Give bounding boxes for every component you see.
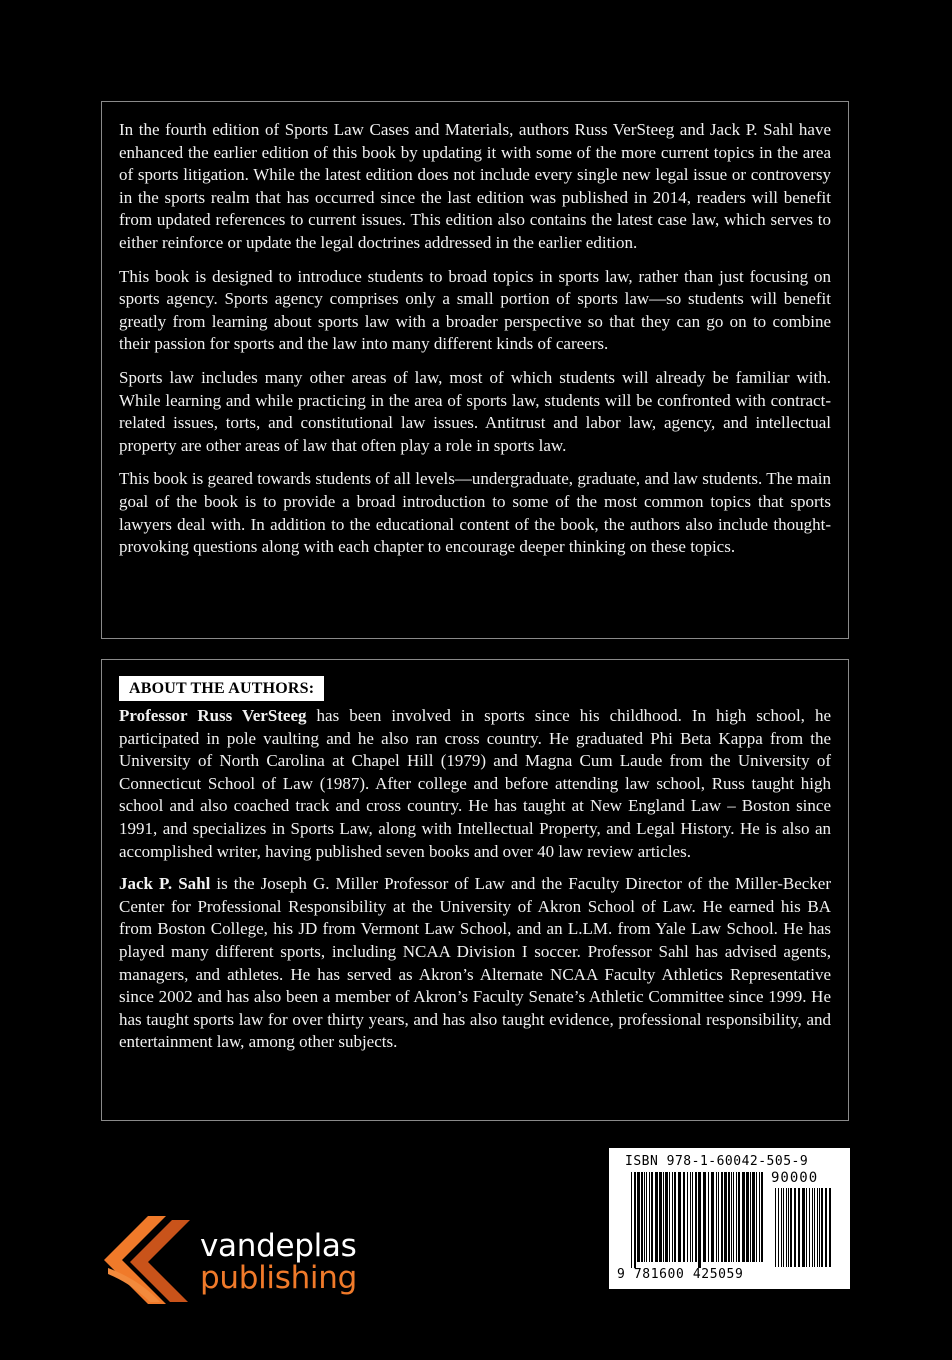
barcode-bar xyxy=(809,1188,810,1267)
barcode-bar xyxy=(665,1172,668,1262)
barcode-bar xyxy=(750,1172,751,1262)
author-bio-text-sahl: is the Joseph G. Miller Professor of Law and the Faculty Director of the Miller-Becker Center for Professional Responsibility at the University of Akron School of Law. He earned his BA from Boston College, his JD from Vermont Law School, and an L.LM. from Yale Law School. He has played many different sports, including NCAA Division I soccer. Professor Sahl has advised agents, managers, and athletes. He has served as Akron’s Alternate NCAA Faculty Athletics Representative since 2002 and has also been a member of Akron’s Faculty Senate’s Athletic Committee since 1999. He has taught sports law for over thirty years, and has also taught evidence, professional responsibility, and entertainment law, among other subjects. xyxy=(119,874,831,1052)
barcode-bar xyxy=(819,1188,820,1267)
stylized-double-v-icon xyxy=(100,1210,195,1310)
barcode-bar xyxy=(756,1172,757,1262)
barcode-bar xyxy=(746,1172,749,1262)
author-bio-versteeg xyxy=(119,705,831,863)
barcode-bar xyxy=(637,1172,640,1262)
barcode-bar xyxy=(698,1172,701,1268)
about-authors-box xyxy=(101,659,849,1121)
barcode-bar xyxy=(649,1172,650,1262)
barcode-bar xyxy=(655,1172,658,1262)
barcode-bar xyxy=(644,1172,645,1262)
barcode-bar xyxy=(778,1188,779,1267)
barcode-bar xyxy=(814,1188,815,1267)
barcode-bar xyxy=(806,1188,807,1267)
isbn-barcode xyxy=(609,1148,850,1289)
barcode-bar xyxy=(761,1172,763,1262)
barcode-bar xyxy=(687,1172,688,1262)
barcode-bar xyxy=(711,1172,714,1262)
barcode-bar xyxy=(798,1188,800,1267)
barcode-bar xyxy=(788,1188,789,1267)
barcode-bar xyxy=(775,1188,776,1267)
barcode-bar xyxy=(641,1172,643,1262)
barcode-bar xyxy=(659,1172,662,1262)
barcode-bar xyxy=(718,1172,719,1262)
barcode-bar xyxy=(690,1172,691,1262)
barcode-bar xyxy=(733,1172,734,1262)
description-paragraph-2: This book is designed to introduce students to broad topics in sports law, rather than just focusing on sports agency. Sports agency comprises only a small portion of sports law—so students will benefit greatly from learning about sports law with a broader perspective so that they can go on to combine their passion for sports and the law into many different kinds of careers. xyxy=(119,266,831,354)
about-authors-heading: ABOUT THE AUTHORS: xyxy=(119,676,324,701)
barcode-bar xyxy=(716,1172,717,1262)
description-paragraph-3: Sports law includes many other areas of law, most of which students will already be familiar with. While learning and while practicing in the area of sports law, students will be confronted with contract-related issues, torts, and constitutional law issues. Antitrust and labor law, agency, and intellectual property are other areas of law that often play a role in sports law. xyxy=(119,367,831,455)
barcode-bar xyxy=(631,1172,632,1268)
barcode-bar xyxy=(817,1188,818,1267)
description-paragraph-1: In the fourth edition of Sports Law Cases and Materials, authors Russ VerSteeg and Jack P. Sahl have enhanced the earlier edition of this book by updating it with some of the more current topics in the area of sports litigation. While the latest edition does not include every single new legal issue or controversy in the sports realm that has occurred since the last edition was published in 2014, readers will benefit from updated references to current issues. This edition also contains the latest case law, which serves to either reinforce or update the legal doctrines addressed in the earlier edition. xyxy=(119,120,831,252)
barcode-bar xyxy=(821,1188,823,1267)
barcode-bar xyxy=(786,1188,787,1267)
barcode-bar xyxy=(742,1172,745,1262)
barcode-bar xyxy=(663,1172,664,1262)
barcode-bar xyxy=(752,1172,755,1262)
barcode-bar xyxy=(781,1188,782,1267)
publisher-name-line1: vandeplas xyxy=(200,1228,357,1264)
barcode-bar xyxy=(692,1172,693,1262)
barcode-bar xyxy=(802,1188,805,1267)
barcode-bar xyxy=(829,1188,831,1267)
barcode-bar xyxy=(825,1188,827,1267)
barcode-bar xyxy=(708,1172,709,1262)
barcode-bar xyxy=(794,1188,796,1267)
barcode-bar xyxy=(678,1172,681,1262)
author-bio-text-versteeg: has been involved in sports since his childhood. In high school, he participated in pole vaulting and he also ran cross country. He graduated Phi Beta Kappa from the University of North Carolina at Chapel Hill (1979) and Magna Cum Laude from the University of Connecticut School of Law (1987). After college and before attending law school, Russ taught high school and also coached track and cross country. He has taught at New England Law – Boston since 1991, and specializes in Sports Law, along with Intellectual Property, and Legal History. He is also an accomplished writer, having published seven books and over 40 law review articles. xyxy=(119,706,831,861)
author-name-sahl: Jack P. Sahl xyxy=(119,874,211,894)
author-name-versteeg: Professor Russ VerSteeg xyxy=(119,706,307,725)
ean-digits: 9 781600 425059 xyxy=(617,1267,744,1282)
isbn-label: ISBN 978-1-60042-505-9 xyxy=(625,1154,809,1169)
barcode-bar xyxy=(724,1172,727,1262)
barcode-bar xyxy=(651,1172,653,1262)
barcode-bar xyxy=(783,1188,784,1267)
barcode-bar xyxy=(672,1172,673,1262)
barcode-bar xyxy=(812,1188,813,1267)
description-paragraph-4: This book is geared towards students of all levels—undergraduate, graduate, and law students. The main goal of the book is to provide a broad introduction to some of the most common topics that sports lawyers deal with. In addition to the educational content of the book, the authors also include thought-provoking questions along with each chapter to encourage deeper thinking on these topics. xyxy=(119,469,831,557)
barcode-bar xyxy=(634,1172,636,1268)
barcode-bar xyxy=(790,1188,792,1267)
description-box xyxy=(101,101,849,639)
barcode-bar xyxy=(728,1172,730,1262)
barcode-bar xyxy=(759,1172,760,1262)
barcode-bar xyxy=(731,1172,732,1262)
barcode-bar xyxy=(703,1172,706,1262)
barcode-bar xyxy=(738,1172,740,1262)
barcode-bar xyxy=(695,1172,697,1262)
addon-barcode-bars xyxy=(775,1188,835,1267)
ean-barcode-bars xyxy=(631,1172,767,1268)
barcode-bar xyxy=(646,1172,647,1262)
publisher-logo xyxy=(100,1210,400,1310)
author-bio-sahl xyxy=(119,873,831,1054)
barcode-bar xyxy=(683,1172,685,1262)
barcode-bar xyxy=(674,1172,676,1262)
barcode-bar xyxy=(669,1172,670,1262)
barcode-bar xyxy=(721,1172,723,1262)
publisher-name-line2: publishing xyxy=(200,1260,357,1296)
barcode-bar xyxy=(736,1172,737,1262)
addon-digits: 90000 xyxy=(771,1170,819,1186)
